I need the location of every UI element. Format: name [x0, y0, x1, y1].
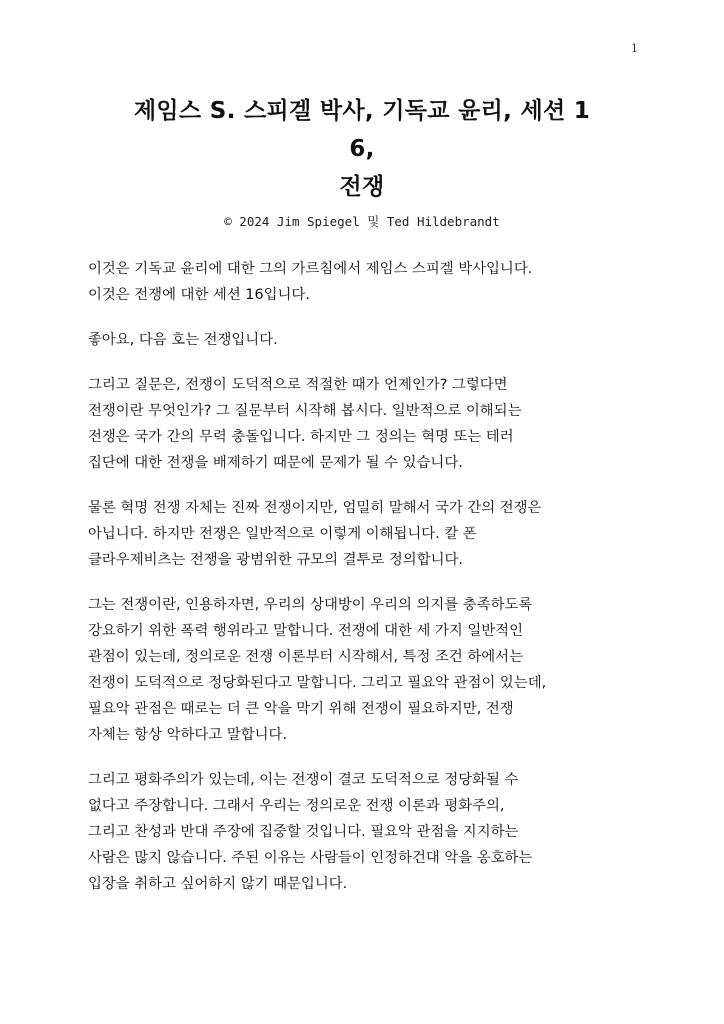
page-number: 1	[631, 42, 638, 55]
paragraph-three-views: 그는 전쟁이란, 인용하자면, 우리의 상대방이 우리의 의지를 충족하도록 강요하기 위한 폭력 행위라고 말합니다. 전쟁에 대한 세 가지 일반적인 관점이 있는데, 정의로운 전쟁 이론부터 시작해서, 특정 조건 하에서는 전쟁이 도덕적으로 정당화된다고 말합니다. 그리고 필요악 관점이 있는데, 필요악 관점은 때로는 더 큰 악을 막기 위해 전쟁이 필요하지만, 전쟁 자체는 항상 악하다고 말합니다.	[88, 597, 547, 743]
paragraph-intro: 이것은 기독교 윤리에 대한 그의 가르침에서 제임스 스피겔 박사입니다. 이것은 전쟁에 대한 세션 16입니다.	[88, 261, 533, 303]
paragraph-pacifism: 그리고 평화주의가 있는데, 이는 전쟁이 결코 도덕적으로 정당화될 수 없다고 주장합니다. 그래서 우리는 정의로운 전쟁 이론과 평화주의, 그리고 찬성과 반대 주장에 집중할 것입니다. 필요악 관점을 지지하는 사람은 많지 않습니다. 주된 이유는 사람들이 인정하건대 악을 옹호하는 입장을 취하고 싶어하지 않기 때문입니다.	[88, 772, 533, 892]
document-body	[88, 256, 648, 916]
paragraph-clausewitz: 물론 혁명 전쟁 자체는 진짜 전쟁이지만, 엄밀히 말해서 국가 간의 전쟁은 아닙니다. 하지만 전쟁은 일반적으로 이렇게 이해됩니다. 칼 폰 클라우제비츠는 전쟁을 광범위한 규모의 결투로 정의합니다.	[88, 500, 542, 568]
copyright-line: © 2024 Jim Spiegel 및 Ted Hildebrandt	[224, 214, 500, 229]
paragraph-topic: 좋아요, 다음 호는 전쟁입니다.	[88, 332, 278, 348]
paragraph-definition: 그리고 질문은, 전쟁이 도덕적으로 적절한 때가 언제인가? 그렇다면 전쟁이란 무엇인가? 그 질문부터 시작해 봅시다. 일반적으로 이해되는 전쟁은 국가 간의 무력 충돌입니다. 하지만 그 정의는 혁명 또는 테러 집단에 대한 전쟁을 배제하기 때문에 문제가 될 수 있습니다.	[88, 377, 522, 471]
document-title: 제임스 S. 스피겔 박사, 기독교 윤리, 세션 1 6, 전쟁	[133, 98, 591, 200]
